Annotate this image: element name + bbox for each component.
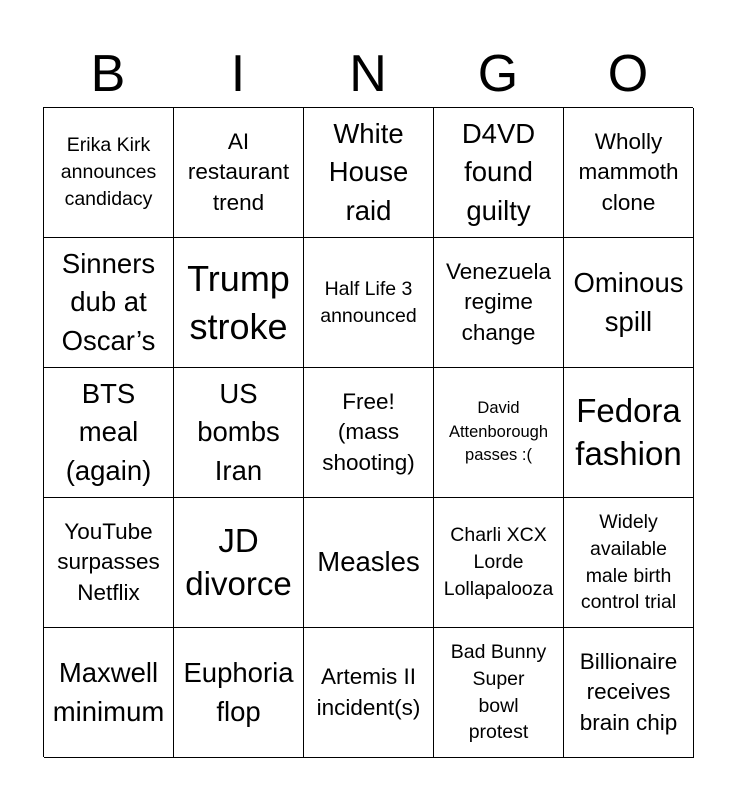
bingo-cell[interactable]: D4VD found guilty (434, 108, 564, 238)
bingo-cell[interactable]: Free! (mass shooting) (304, 368, 434, 498)
bingo-cell[interactable]: Trump stroke (174, 238, 304, 368)
bingo-cell[interactable]: Erika Kirk announces candidacy (44, 108, 174, 238)
bingo-cell[interactable]: AI restaurant trend (174, 108, 304, 238)
bingo-cell[interactable]: Half Life 3 announced (304, 238, 434, 368)
bingo-cell[interactable]: Billionaire receives brain chip (564, 628, 694, 758)
bingo-cell[interactable]: US bombs Iran (174, 368, 304, 498)
header-letter-o: O (607, 45, 649, 103)
bingo-cell[interactable]: BTS meal (again) (44, 368, 174, 498)
header-letter-n: N (349, 45, 387, 103)
header-letter-b: B (90, 45, 126, 103)
header-letter-i: I (230, 45, 246, 103)
bingo-cell[interactable]: White House raid (304, 108, 434, 238)
bingo-cell[interactable]: Venezuela regime change (434, 238, 564, 368)
bingo-cell[interactable]: Ominous spill (564, 238, 694, 368)
header-letter-g: G (477, 45, 519, 103)
bingo-cell[interactable]: Sinners dub at Oscar’s (44, 238, 174, 368)
bingo-cell[interactable]: Artemis II incident(s) (304, 628, 434, 758)
bingo-header (43, 40, 693, 108)
bingo-cell[interactable]: JD divorce (174, 498, 304, 628)
bingo-cell[interactable]: Measles (304, 498, 434, 628)
bingo-cell[interactable]: YouTube surpasses Netflix (44, 498, 174, 628)
bingo-cell[interactable]: Fedora fashion (564, 368, 694, 498)
bingo-cell[interactable]: Wholly mammoth clone (564, 108, 694, 238)
bingo-cell[interactable]: Charli XCX Lorde Lollapalooza (434, 498, 564, 628)
bingo-cell[interactable]: David Attenborough passes :( (434, 368, 564, 498)
bingo-cell[interactable]: Maxwell minimum (44, 628, 174, 758)
bingo-board (43, 107, 693, 757)
bingo-cell[interactable]: Euphoria flop (174, 628, 304, 758)
bingo-cell[interactable]: Bad Bunny Super bowl protest (434, 628, 564, 758)
bingo-cell[interactable]: Widely available male birth control trial (564, 498, 694, 628)
